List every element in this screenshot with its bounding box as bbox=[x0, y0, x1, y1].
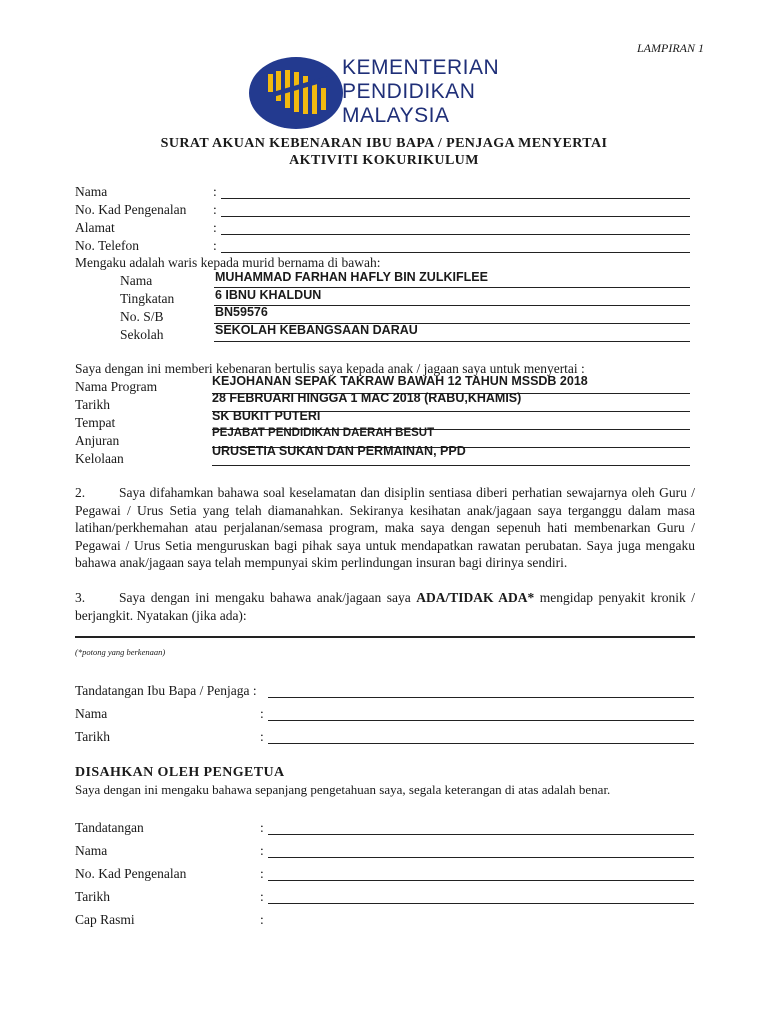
program-venue-value: SK BUKIT PUTERI bbox=[212, 409, 321, 423]
student-form-value: 6 IBNU KHALDUN bbox=[215, 288, 322, 302]
parent-address-label: Alamat bbox=[75, 220, 115, 235]
principal-signature-label: Tandatangan bbox=[75, 820, 144, 835]
program-date-label: Tarikh bbox=[75, 397, 111, 412]
parent-signature-label: Tandatangan Ibu Bapa / Penjaga : bbox=[75, 683, 257, 698]
logo-line-2: PENDIDIKAN bbox=[342, 80, 476, 103]
signature-name-field[interactable] bbox=[268, 720, 694, 721]
program-manager-line bbox=[212, 465, 690, 466]
principal-statement: Saya dengan ini mengaku bahawa sepanjang pengetahuan saya, segala keterangan di atas adalah benar. bbox=[75, 782, 611, 797]
student-form-line bbox=[214, 305, 690, 306]
program-intro: Saya dengan ini memberi kebenaran bertulis saya kepada anak / jagaan saya untuk menyertai : bbox=[75, 361, 585, 376]
student-school-line bbox=[214, 341, 690, 342]
signature-date-label: Tarikh bbox=[75, 729, 111, 744]
declaration-paragraph-2 bbox=[75, 484, 695, 572]
student-name-label: Nama bbox=[120, 273, 153, 288]
logo-line-1: KEMENTERIAN bbox=[342, 56, 500, 79]
parent-phone-field[interactable] bbox=[221, 252, 690, 253]
program-manager-value: URUSETIA SUKAN DAN PERMAINAN, PPD bbox=[212, 444, 466, 458]
parent-phone-label: No. Telefon bbox=[75, 238, 140, 253]
attachment-label: LAMPIRAN 1 bbox=[637, 41, 704, 55]
parent-ic-field[interactable] bbox=[221, 216, 690, 217]
guardian-intro: Mengaku adalah waris kepada murid bernama di bawah: bbox=[75, 255, 381, 270]
principal-ic-field[interactable] bbox=[268, 880, 694, 881]
program-venue-label: Tempat bbox=[75, 415, 116, 430]
principal-date-label: Tarikh bbox=[75, 889, 111, 904]
signature-date-field[interactable] bbox=[268, 743, 694, 744]
principal-heading: DISAHKAN OLEH PENGETUA bbox=[75, 765, 285, 780]
official-stamp-label: Cap Rasmi bbox=[75, 912, 135, 927]
paragraph-3-text-after: mengidap penyakit kronik / berjangkit. Nyatakan (jika ada): bbox=[75, 590, 696, 623]
principal-name-field[interactable] bbox=[268, 857, 694, 858]
ministry-emblem-icon bbox=[246, 54, 346, 132]
declaration-paragraph-3 bbox=[75, 589, 695, 624]
student-form-label: Tingkatan bbox=[120, 291, 175, 306]
parent-signature-field[interactable] bbox=[268, 697, 694, 698]
parent-name-field[interactable] bbox=[221, 198, 690, 199]
paragraph-2-text: Saya difahamkan bahawa soal keselamatan dan disiplin sentiasa diberi perhatian sewajarnya oleh Guru / Pegawai / Urus Setia yang telah diamanahkan. Sekiranya kesihatan anak/jagaan saya terganggu dalam masa latihan/perkhemahan atau perjalanan/semasa program, maka saya dengan sepenuh hati membenarkan Guru / Pegawai / Urus Setia menguruskan bagi pihak saya untuk mendapatkan rawatan perubatan. Saya juga mengaku bahawa anak/jagaan saya telah mempunyai skim perlindungan insuran bagi dirinya sendiri. bbox=[75, 485, 695, 570]
student-name-value: MUHAMMAD FARHAN HAFLY BIN ZULKIFLEE bbox=[215, 270, 488, 284]
strike-out-note: (*potong yang berkenaan) bbox=[75, 647, 166, 657]
paragraph-2-number: 2. bbox=[75, 485, 86, 500]
illness-details-field[interactable] bbox=[75, 636, 695, 638]
student-sb-value: BN59576 bbox=[215, 305, 268, 319]
student-school-label: Sekolah bbox=[120, 327, 164, 342]
parent-name-label: Nama bbox=[75, 184, 108, 199]
student-school-value: SEKOLAH KEBANGSAAN DARAU bbox=[215, 323, 418, 337]
paragraph-3-number: 3. bbox=[75, 590, 86, 605]
program-name-value: KEJOHANAN SEPAK TAKRAW BAWAH 12 TAHUN MSSDB 2018 bbox=[212, 374, 588, 388]
program-name-label: Nama Program bbox=[75, 379, 158, 394]
logo-line-3: MALAYSIA bbox=[342, 104, 450, 127]
signature-name-label: Nama bbox=[75, 706, 108, 721]
program-date-value: 28 FEBRUARI HINGGA 1 MAC 2018 (RABU,KHAMIS) bbox=[212, 391, 522, 405]
program-organiser-value: PEJABAT PENDIDIKAN DAERAH BESUT bbox=[212, 427, 435, 439]
form-title-line-1: SURAT AKUAN KEBENARAN IBU BAPA / PENJAGA MENYERTAI bbox=[160, 136, 608, 151]
paragraph-3-text-before: Saya dengan ini mengaku bahawa anak/jagaan saya bbox=[119, 590, 417, 605]
program-organiser-label: Anjuran bbox=[75, 433, 120, 448]
parent-address-field[interactable] bbox=[221, 234, 690, 235]
principal-ic-label: No. Kad Pengenalan bbox=[75, 866, 187, 881]
program-manager-label: Kelolaan bbox=[75, 451, 124, 466]
principal-signature-field[interactable] bbox=[268, 834, 694, 835]
principal-date-field[interactable] bbox=[268, 903, 694, 904]
student-sb-label: No. S/B bbox=[120, 309, 164, 324]
paragraph-3-emphasis[interactable]: ADA/TIDAK ADA* bbox=[416, 590, 535, 605]
ministry-wordmark bbox=[342, 56, 499, 128]
form-title-line-2: AKTIVITI KOKURIKULUM bbox=[289, 153, 479, 168]
principal-name-label: Nama bbox=[75, 843, 108, 858]
parent-ic-label: No. Kad Pengenalan bbox=[75, 202, 187, 217]
